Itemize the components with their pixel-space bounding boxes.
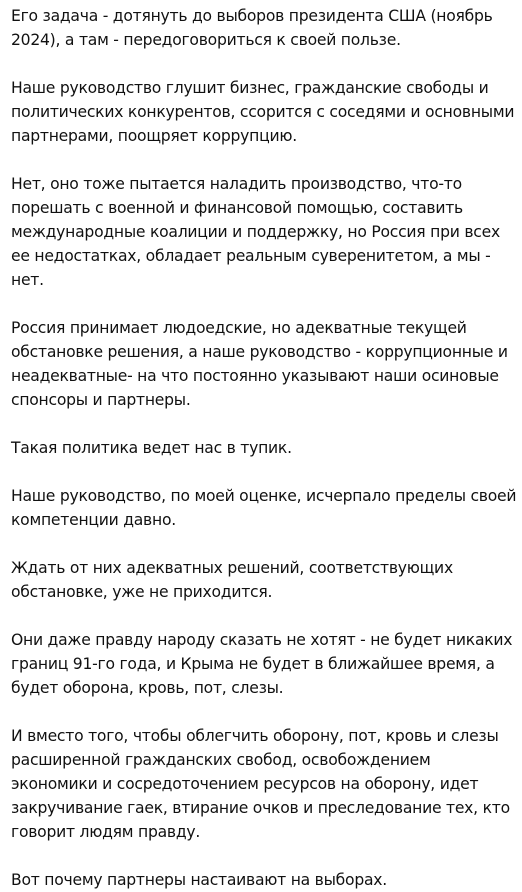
paragraph-partners-insist: Вот почему партнеры настаивают на выборах. (11, 871, 387, 889)
paragraph-dead-end: Такая политика ведет нас в тупик. (11, 439, 292, 457)
paragraph-truth-to-people: Они даже правду народу сказать не хотят - не будет никаких границ 91-го года, и Крыма не будет в ближайшее время, а будет оборона, кровь, пот, слезы. (11, 631, 513, 697)
paragraph-leadership-suppresses: Наше руководство глушит бизнес, гражданские свободы и политических конкурентов, ссорится с соседями и основными партнерами, поощряет коррупцию. (11, 79, 515, 145)
paragraph-election-deadline: Его задача - дотянуть до выборов президента США (ноябрь 2024), а там - передоговориться к своей пользе. (11, 7, 493, 49)
paragraph-russia-decisions: Россия принимает людоедские, но адекватные текущей обстановке решения, а наше руководство - коррупционные и неадекватные- на что постоянно указывают наши осиновые спонсоры и партнеры. (11, 319, 508, 409)
post-text-body (11, 4, 517, 892)
paragraph-instead-of-easing: И вместо того, чтобы облегчить оборону, пот, кровь и слезы расширенной гражданских свобод, освобождением экономики и сосредоточением ресурсов на оборону, идет закручивание гаек, втирание очков и преследование тех, кто говорит людям правду. (11, 727, 510, 841)
paragraph-competence: Наше руководство, по моей оценке, исчерпало пределы своей компетенции давно. (11, 487, 517, 529)
paragraph-sovereignty: Нет, оно тоже пытается наладить производство, что-то порешать с военной и финансовой помощью, составить международные коалиции и поддержку, но Россия при всех ее недостатках, обладает реальным суверенитетом, а мы - нет. (11, 175, 500, 289)
paragraph-no-adequate-decisions: Ждать от них адекватных решений, соответствующих обстановке, уже не приходится. (11, 559, 453, 601)
